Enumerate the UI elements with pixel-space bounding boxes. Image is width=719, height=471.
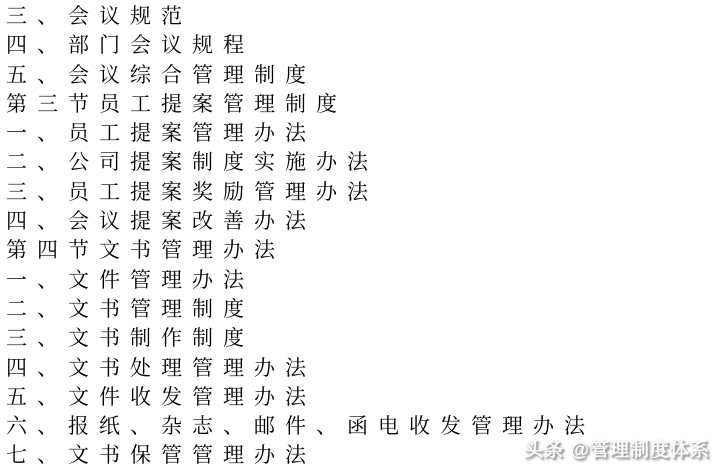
- toc-line: 二、文书管理制度: [6, 296, 254, 321]
- toc-line: 六、报纸、杂志、邮件、函电收发管理办法: [6, 414, 595, 439]
- toc-line: 一、员工提案管理办法: [6, 121, 316, 146]
- toc-line: 五、文件收发管理办法: [6, 384, 316, 409]
- toc-line: 四、文书处理管理办法: [6, 355, 316, 380]
- toc-line: 五、会议综合管理制度: [6, 62, 316, 87]
- toc-section-heading: 第三节员工提案管理制度: [6, 91, 347, 116]
- toc-line: 一、文件管理办法: [6, 267, 254, 292]
- toutiao-watermark: 头条 @管理制度体系: [524, 440, 710, 461]
- toc-line: 四、会议提案改善办法: [6, 209, 316, 234]
- toc-line: 三、会议规范: [6, 4, 192, 28]
- toc-line: 四、部门会议规程: [6, 33, 254, 58]
- toc-line: 三、员工提案奖励管理办法: [6, 179, 378, 204]
- toc-line: 二、公司提案制度实施办法: [6, 150, 378, 175]
- toc-line: 七、文书保管管理办法: [6, 443, 316, 468]
- toc-line: 三、文书制作制度: [6, 326, 254, 351]
- table-of-contents: [6, 2, 719, 471]
- toc-section-heading: 第四节文书管理办法: [6, 238, 285, 263]
